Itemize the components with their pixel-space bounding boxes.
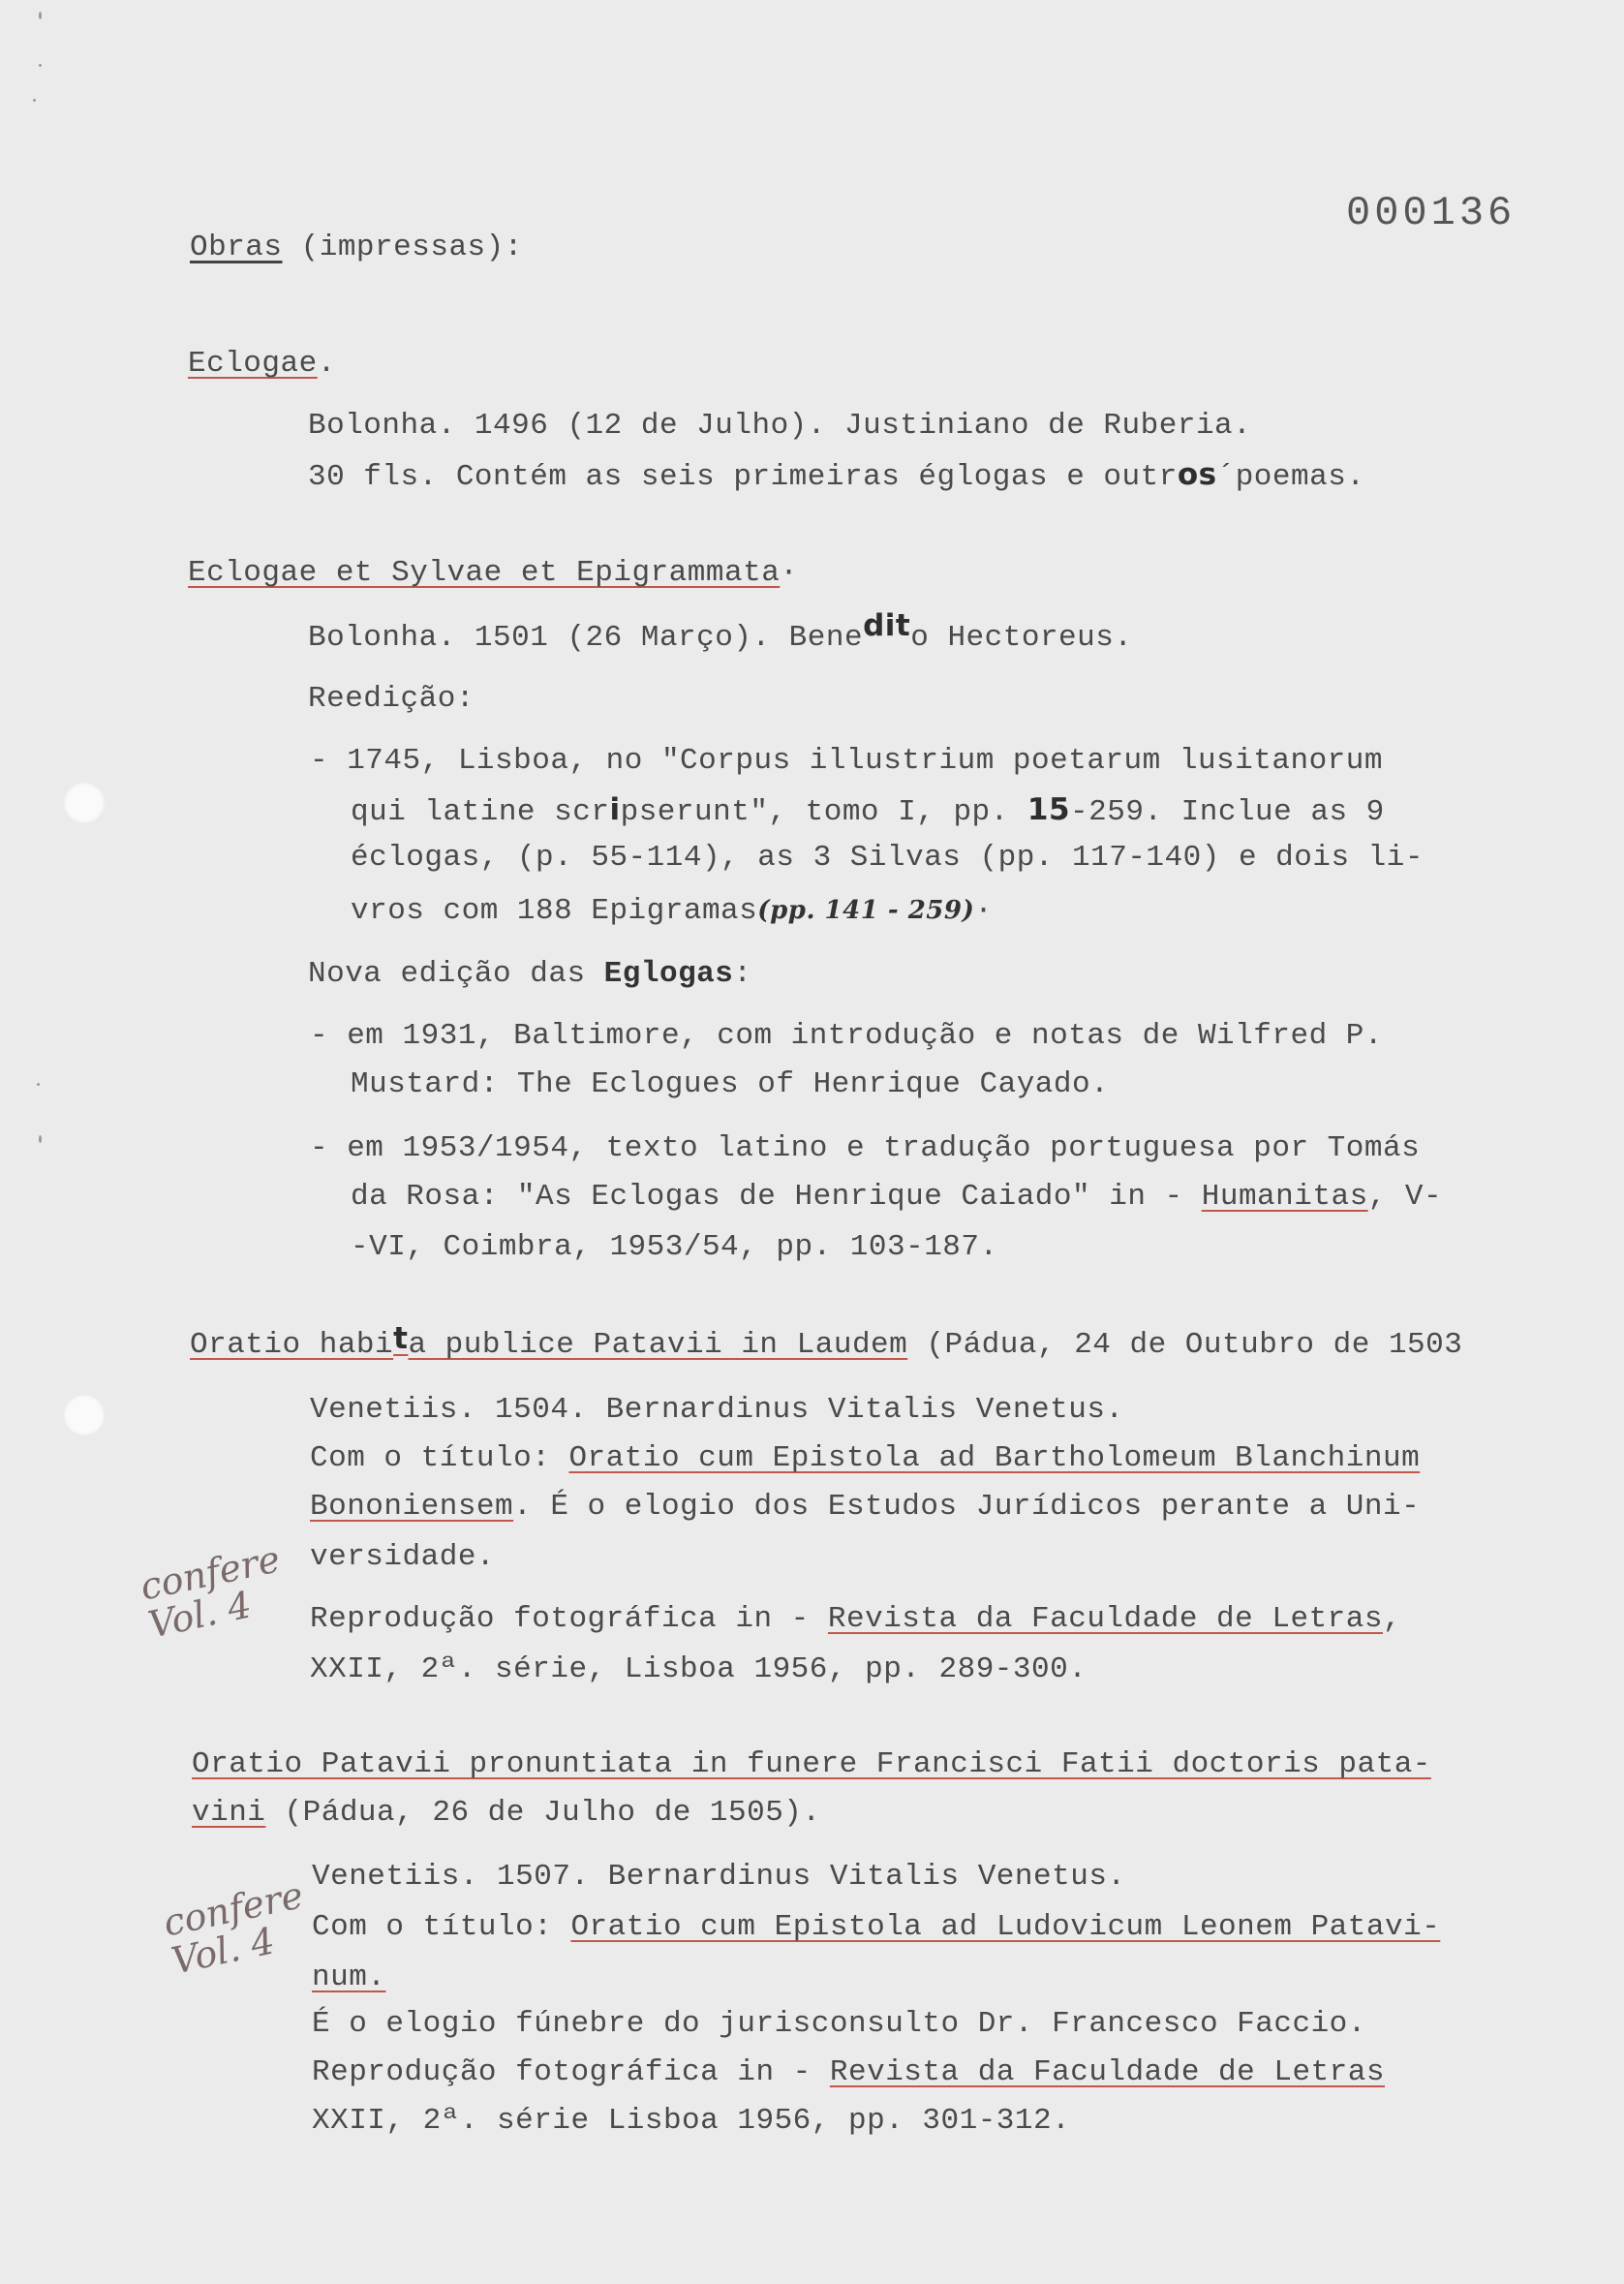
- handwritten-correction: os: [1177, 457, 1217, 492]
- new-edition-item-2-a: da Rosa: "As Eclogas de Henrique Caiado" in -: [351, 1180, 1202, 1214]
- section-4-title-a: Oratio Patavii pronuntiata in funere Francisci Fatii doctoris pata-: [192, 1747, 1431, 1781]
- handwritten-correction: dit: [863, 608, 911, 643]
- section-3-line-6: XXII, 2ª. série, Lisboa 1956, pp. 289-300.: [310, 1652, 1088, 1686]
- reedition-line-4-a: vros com 188 Epigramas: [351, 894, 758, 928]
- handwritten-correction: t: [393, 1321, 409, 1356]
- section-4-line-2-a: Com o título:: [312, 1910, 571, 1944]
- reedition-label: Reedição:: [308, 682, 475, 716]
- section-3-work-title: Oratio cum Epistola ad Bartholomeum Blanchinum: [568, 1441, 1421, 1475]
- reedition-line-2-c: pserunt", tomo I, pp.: [620, 795, 1027, 829]
- new-edition-item-2-c: , V-: [1367, 1180, 1443, 1214]
- heading-rest: (impressas):: [282, 231, 523, 264]
- handwritten-correction: i: [609, 792, 621, 827]
- reedition-line-2-e: -259. Inclue as 9: [1070, 795, 1385, 829]
- handwritten-margin-note: confere Vol. 4: [159, 1873, 307, 1983]
- new-edition-label-c: :: [733, 957, 752, 991]
- journal-title: Humanitas: [1201, 1180, 1368, 1214]
- reedition-line-4-c: ·: [974, 894, 994, 928]
- punch-hole: [64, 1395, 105, 1435]
- new-edition-label-a: Nova edição das: [308, 957, 604, 991]
- paper-speck: [39, 12, 42, 19]
- section-4-title-line-2: [192, 1794, 821, 1833]
- reedition-line-2-a: qui latine scr: [351, 795, 610, 829]
- section-2-title-suffix: ·: [780, 556, 799, 590]
- section-4-work-title-cont: num.: [312, 1960, 386, 1994]
- section-1-line-2-c: ´poemas.: [1216, 460, 1365, 494]
- section-4-line-3: [312, 1959, 385, 1997]
- new-edition-item-2-line-3: -VI, Coimbra, 1953/54, pp. 103-187.: [351, 1230, 998, 1264]
- section-3-work-title-cont: Bononiensem: [310, 1490, 514, 1524]
- handwritten-margin-note: confere Vol. 4: [137, 1537, 284, 1647]
- section-4-work-title: Oratio cum Epistola ad Ludovicum Leonem Patavi-: [570, 1910, 1441, 1944]
- section-4-title-line-1: [192, 1745, 1431, 1784]
- section-1-title: [188, 345, 336, 384]
- section-1-line-2-a: 30 fls. Contém as seis primeiras églogas e outr: [308, 460, 1178, 494]
- section-3-line-4: versidade.: [310, 1540, 496, 1574]
- journal-title: Revista da Faculdade de Letras: [827, 1602, 1383, 1636]
- section-3-title-c: a publice Patavii in Laudem: [408, 1328, 908, 1362]
- section-4-line-4: É o elogio fúnebre do jurisconsulto Dr. Francesco Faccio.: [312, 2007, 1366, 2041]
- section-3-line-5-c: ,: [1382, 1602, 1402, 1636]
- paper-speck: [37, 1083, 40, 1086]
- section-4-title-rest: (Pádua, 26 de Julho de 1505).: [265, 1796, 821, 1830]
- document-number: 000136: [1346, 190, 1517, 236]
- section-1-line-1: Bolonha. 1496 (12 de Julho). Justiniano de Ruberia.: [308, 409, 1252, 443]
- section-2-line-1-a: Bolonha. 1501 (26 Março). Bene: [308, 621, 864, 655]
- section-1-title-suffix: .: [317, 347, 336, 381]
- paper-speck: [39, 1135, 42, 1143]
- section-3-line-3-b: . É o elogio dos Estudos Jurídicos perante a Uni-: [513, 1490, 1421, 1524]
- section-3-line-3: [310, 1488, 1420, 1527]
- heading-prefix: Obras: [190, 231, 283, 264]
- section-3-line-1: Venetiis. 1504. Bernardinus Vitalis Venetus.: [310, 1393, 1124, 1427]
- new-edition-item-2-line-2: [351, 1178, 1442, 1217]
- section-4-line-6: XXII, 2ª. série Lisboa 1956, pp. 301-312.: [312, 2104, 1071, 2138]
- new-edition-label: [308, 955, 752, 994]
- section-3-title: [190, 1323, 1462, 1365]
- section-4-line-5-a: Reprodução fotográfica in -: [312, 2055, 830, 2089]
- section-3-line-5-a: Reprodução fotográfica in -: [310, 1602, 828, 1636]
- handwritten-page-number: 15: [1026, 792, 1071, 827]
- works-heading: [190, 229, 523, 267]
- section-2-title: [188, 554, 798, 593]
- section-4-line-2: [312, 1908, 1440, 1947]
- section-4-line-5: [312, 2053, 1385, 2092]
- section-2-title-text: Eclogae et Sylvae et Epigrammata: [188, 556, 781, 590]
- punch-hole: [64, 783, 105, 823]
- new-edition-item-2-line-1: - em 1953/1954, texto latino e tradução portuguesa por Tomás: [310, 1131, 1421, 1165]
- reedition-item-line-2: [351, 790, 1385, 832]
- paper-speck: [39, 64, 42, 67]
- section-1-title-text: Eclogae: [188, 347, 318, 381]
- section-1-line-2: [308, 455, 1364, 497]
- section-3-title-a: Oratio habi: [190, 1328, 394, 1362]
- section-2-line-1-c: o Hectoreus.: [910, 621, 1133, 655]
- reedition-item-line-4: [351, 891, 993, 931]
- reedition-item-line-3: éclogas, (p. 55-114), as 3 Silvas (pp. 117-140) e dois li-: [351, 841, 1424, 875]
- new-edition-label-b: Eglogas: [603, 957, 734, 991]
- section-3-line-2-a: Com o título:: [310, 1441, 569, 1475]
- section-3-line-2: [310, 1439, 1420, 1478]
- section-4-title-b: vini: [192, 1796, 266, 1830]
- section-3-title-rest: (Pádua, 24 de Outubro de 1503: [907, 1328, 1463, 1362]
- paper-speck: [33, 99, 36, 102]
- new-edition-item-1-line-1: - em 1931, Baltimore, com introdução e notas de Wilfred P.: [310, 1019, 1383, 1053]
- section-2-line-1: [308, 608, 1133, 658]
- handwritten-annotation: (pp. 141 - 259): [757, 896, 975, 925]
- section-3-line-5: [310, 1600, 1401, 1639]
- section-4-line-1: Venetiis. 1507. Bernardinus Vitalis Venetus.: [312, 1860, 1126, 1894]
- journal-title: Revista da Faculdade de Letras: [829, 2055, 1385, 2089]
- reedition-item-line-1: - 1745, Lisboa, no "Corpus illustrium poetarum lusitanorum: [310, 744, 1383, 778]
- new-edition-item-1-line-2: Mustard: The Eclogues of Henrique Cayado.: [351, 1067, 1110, 1101]
